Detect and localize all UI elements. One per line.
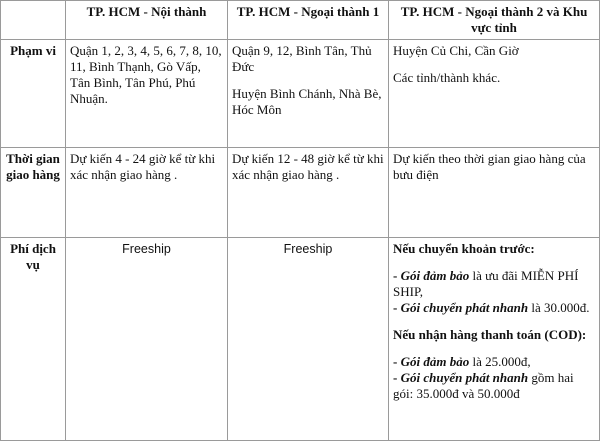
header-outer-1: TP. HCM - Ngoại thành 1 xyxy=(228,1,389,40)
scope-outer-1 xyxy=(228,40,389,148)
scope-outer-2 xyxy=(389,40,600,148)
scope-outer-1-districts: Quận 9, 12, Bình Tân, Thủ Đức xyxy=(232,43,372,74)
scope-row xyxy=(1,40,600,148)
transfer-title: Nếu chuyển khoản trước: xyxy=(393,241,535,256)
fee-outer-2 xyxy=(389,238,600,441)
time-outer-1: Dự kiến 12 - 48 giờ kể từ khi xác nhận giao hàng . xyxy=(228,148,389,238)
header-outer-2: TP. HCM - Ngoại thành 2 và Khu vực tỉnh xyxy=(389,1,600,40)
header-inner-city: TP. HCM - Nội thành xyxy=(66,1,228,40)
scope-inner-city: Quận 1, 2, 3, 4, 5, 6, 7, 8, 10, 11, Bình Thạnh, Gò Vấp, Tân Bình, Tân Phú, Phú Nhuận. xyxy=(66,40,228,148)
scope-outer-1-rural: Huyện Bình Chánh, Nhà Bè, Hóc Môn xyxy=(232,86,382,117)
fee-outer-1: Freeship xyxy=(228,238,389,441)
fee-label: Phí dịch vụ xyxy=(1,238,66,441)
header-row xyxy=(1,1,600,40)
time-outer-2: Dự kiến theo thời gian giao hàng của bưu điện xyxy=(389,148,600,238)
transfer-express: - Gói chuyển phát nhanh là 30.000đ. xyxy=(393,300,590,315)
time-label: Thời gian giao hàng xyxy=(1,148,66,238)
transfer-standard: - Gói đảm bảo là ưu đãi MIỄN PHÍ SHIP, xyxy=(393,268,579,299)
fee-row xyxy=(1,238,600,441)
scope-outer-2-rural: Huyện Củ Chi, Cần Giờ xyxy=(393,43,519,58)
time-row xyxy=(1,148,600,238)
cod-title: Nếu nhận hàng thanh toán (COD): xyxy=(393,327,587,342)
time-inner-city: Dự kiến 4 - 24 giờ kể từ khi xác nhận giao hàng . xyxy=(66,148,228,238)
scope-outer-2-provinces: Các tỉnh/thành khác. xyxy=(393,70,501,85)
cod-standard: - Gói đảm bảo là 25.000đ, xyxy=(393,354,531,369)
fee-inner-city: Freeship xyxy=(66,238,228,441)
cod-express: - Gói chuyển phát nhanh gồm hai gói: 35.000đ và 50.000đ xyxy=(393,370,574,401)
scope-label: Phạm vi xyxy=(1,40,66,148)
header-empty xyxy=(1,1,66,40)
